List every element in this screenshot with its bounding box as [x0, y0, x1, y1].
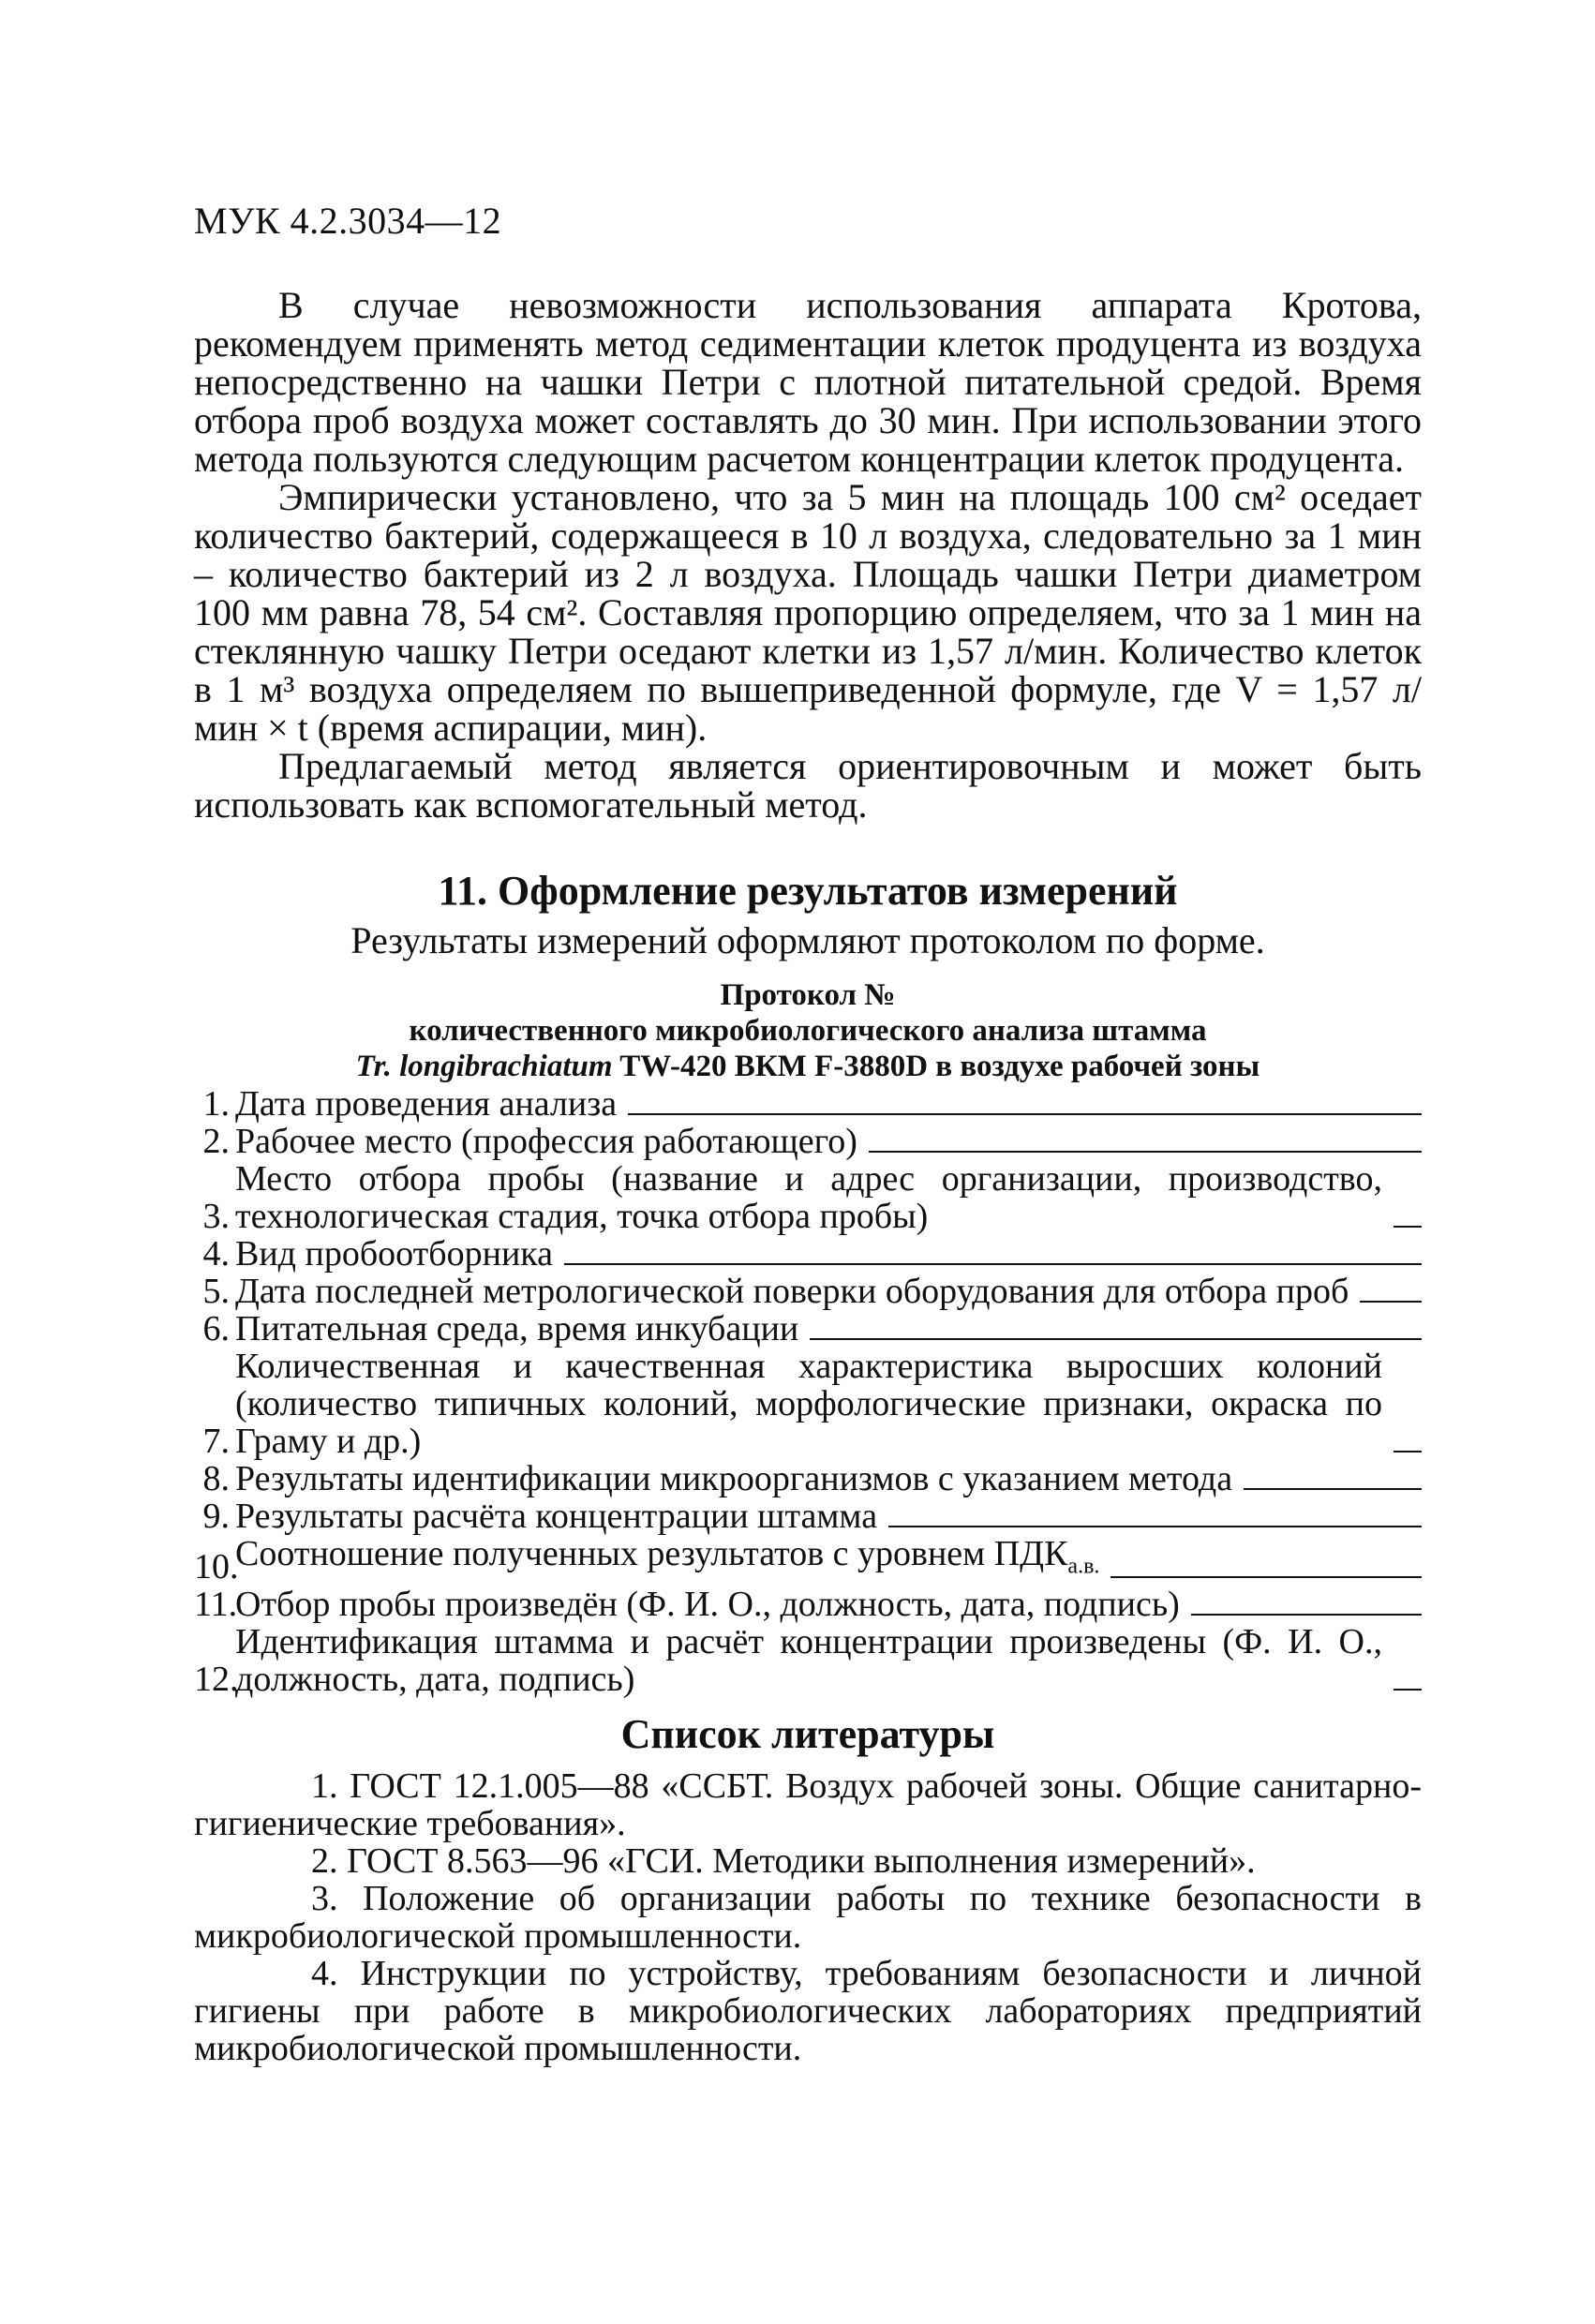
form-item-blank-line[interactable]: [888, 1526, 1422, 1527]
protocol-title: Протокол №: [720, 978, 896, 1012]
form-item-label: Количественная и качественная характеристика выросших колоний (количество типичных колоний, морфологические признаки, окраска по Граму и др.): [235, 1347, 1382, 1461]
form-item: [194, 1273, 1422, 1310]
form-item-label: Отбор пробы произведён (Ф. И. О., должность, дата, подпись): [235, 1584, 1180, 1624]
reference-item: 4. Инструкции по устройству, требованиям безопасности и личной гигиены при работе в микробиологических лабораториях предприятий микробиологической промышленности.: [194, 1954, 1422, 2068]
form-item-number: 4.: [202, 1234, 230, 1274]
form-item-label: [235, 1535, 1099, 1586]
form-item-blank-line[interactable]: [564, 1263, 1422, 1265]
form-item-blank-line[interactable]: [628, 1113, 1422, 1115]
form-item-blank-line[interactable]: [1394, 1451, 1422, 1452]
form-item: [194, 1623, 1422, 1698]
form-item: [194, 1586, 1422, 1623]
form-item-blank-line[interactable]: [1244, 1488, 1422, 1490]
form-item: [194, 1348, 1422, 1460]
section-heading-results: 11. Оформление результатов измерений: [438, 868, 1178, 914]
form-item-number: 2.: [202, 1122, 230, 1161]
form-item: [194, 1460, 1422, 1497]
form-item-label: Идентификация штамма и расчёт концентрации произведены (Ф. И. О., должность, дата, подпись): [235, 1621, 1382, 1699]
document-code-header: МУК 4.2.3034—12: [194, 200, 502, 242]
form-item-number: 8.: [202, 1459, 230, 1498]
form-item-number: 11.: [194, 1584, 238, 1624]
form-item-number: 7.: [202, 1422, 230, 1461]
form-item-number: 6.: [202, 1309, 230, 1348]
form-item-label-text: Соотношение полученных результатов с уровнем ПДК: [235, 1534, 1068, 1573]
strain-species-name: Tr. longibrachiatum: [355, 1050, 613, 1083]
form-item-blank-line[interactable]: [869, 1151, 1422, 1153]
form-item-number: 5.: [202, 1272, 230, 1311]
reference-item: 2. ГОСТ 8.563—96 «ГСИ. Методики выполнения измерений».: [311, 1841, 1256, 1881]
form-item-label: Дата последней метрологической поверки оборудования для отбора проб: [235, 1272, 1349, 1311]
form-item: [194, 1497, 1422, 1535]
form-item-label: Вид пробоотборника: [235, 1234, 554, 1274]
pdk-subscript: а.в.: [1067, 1554, 1100, 1579]
intro-paragraph-1: В случае невозможности использования аппарата Кротова, рекомендуем применять метод седиментации клеток продуцента из воздуха непосредственно на чашки Петри с плотной питательной средой. Время отбора проб воздуха может составлять до 30 мин. При использовании этого метода пользуются следующим расчетом концентрации клеток продуцента.: [194, 284, 1422, 480]
reference-item: 1. ГОСТ 12.1.005—88 «ССБТ. Воздух рабочей зоны. Общие санитарно-гигиенические требования».: [194, 1766, 1422, 1843]
form-item-blank-line[interactable]: [1360, 1301, 1422, 1303]
form-item: [194, 1535, 1422, 1586]
reference-item: 3. Положение об организации работы по технике безопасности в микробиологической промышленности.: [194, 1879, 1422, 1956]
form-item-label: Место отбора пробы (название и адрес организации, производство, технологическая стадия, точка отбора пробы): [235, 1159, 1382, 1236]
form-item-label: Питательная среда, время инкубации: [235, 1309, 799, 1348]
form-item: [194, 1123, 1422, 1160]
form-item-number: 10.: [194, 1546, 239, 1587]
form-item: [194, 1160, 1422, 1235]
intro-paragraph-2: Эмпирически установлено, что за 5 мин на площадь 100 см² оседает количество бактерий, содержащееся в 10 л воздуха, следовательно за 1 мин – количество бактерий из 2 л воздуха. Площадь чашки Петри диаметром 100 мм равна 78, 54 см². Составляя пропорцию определяем, что за 1 мин на стеклянную чашку Петри оседают клетки из 1,57 л/мин. Количество клеток в 1 м³ воздуха определяем по вышеприведенной формуле, где V = 1,57 л/мин × t (время аспирации, мин).: [194, 476, 1422, 749]
form-item-label: Результаты идентификации микроорганизмов с указанием метода: [235, 1459, 1233, 1498]
form-item: [194, 1310, 1422, 1348]
form-item-blank-line[interactable]: [810, 1338, 1422, 1340]
form-item-number: 9.: [202, 1497, 230, 1536]
form-item-blank-line[interactable]: [1191, 1614, 1422, 1616]
protocol-heading: [194, 977, 1422, 1084]
section-heading-references: Список литературы: [620, 1711, 995, 1757]
form-item-number: 12.: [194, 1659, 239, 1699]
references-list: [194, 1767, 1422, 2067]
protocol-strain-line: [194, 1049, 1422, 1084]
intro-paragraph-3: Предлагаемый метод является ориентировочным и может быть использовать как вспомогательный метод.: [194, 745, 1422, 826]
form-item-number: 3.: [202, 1197, 230, 1236]
protocol-subtitle: количественного микробиологического анализа штамма: [409, 1014, 1207, 1048]
protocol-form-items: [194, 1085, 1422, 1698]
form-item: [194, 1085, 1422, 1123]
strain-description: TW-420 ВКМ F-3880D в воздухе рабочей зоны: [619, 1050, 1260, 1083]
form-item-label: Результаты расчёта концентрации штамма: [235, 1497, 878, 1536]
results-intro-text: Результаты измерений оформляют протоколом по форме.: [350, 919, 1265, 961]
form-item-blank-line[interactable]: [1111, 1576, 1422, 1578]
form-item-label: Рабочее место (профессия работающего): [235, 1122, 857, 1161]
form-item: [194, 1235, 1422, 1273]
form-item-blank-line[interactable]: [1394, 1226, 1422, 1228]
form-item-number: 1.: [202, 1084, 230, 1124]
intro-text-block: [194, 286, 1422, 824]
form-item-blank-line[interactable]: [1394, 1689, 1422, 1691]
form-item-label: Дата проведения анализа: [235, 1084, 618, 1124]
